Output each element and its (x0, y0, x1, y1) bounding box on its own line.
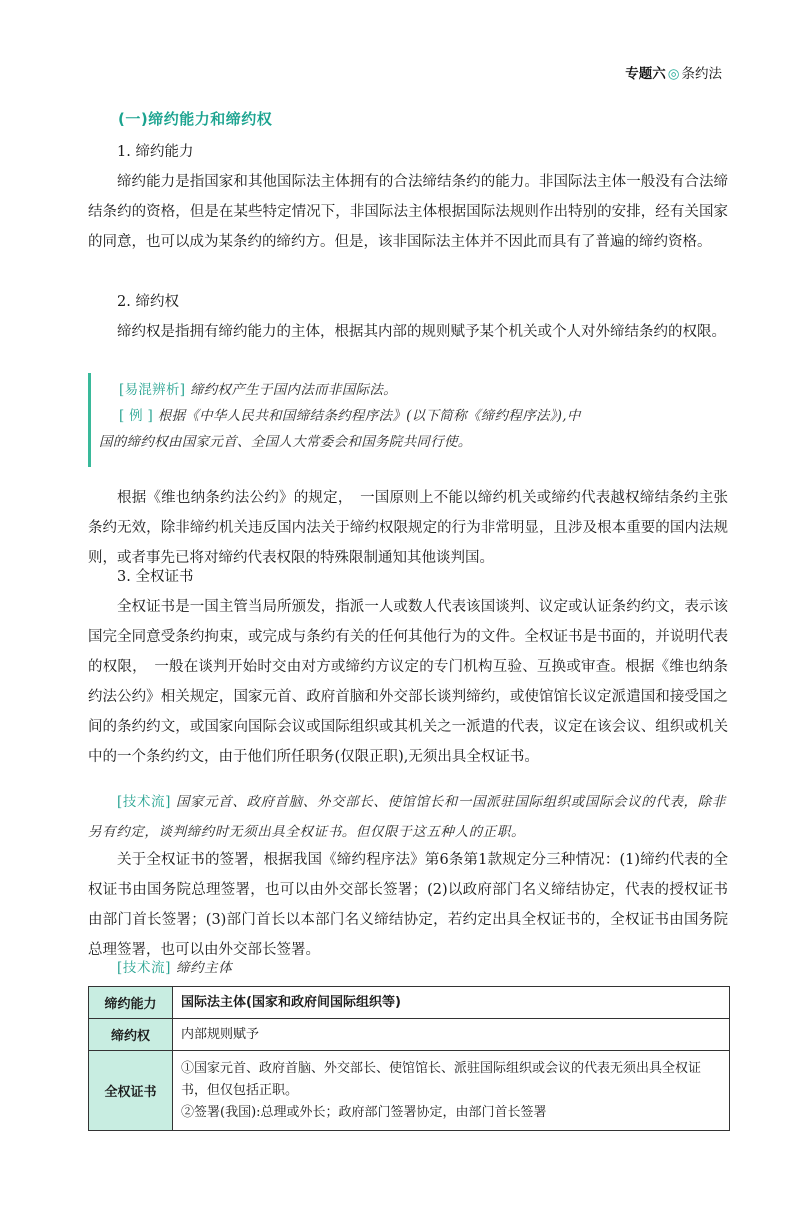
table-value: 内部规则赋予 (173, 1019, 730, 1051)
subheading-full-powers: 3. 全权证书 (117, 569, 194, 585)
table-row (89, 987, 730, 1019)
paragraph-full-powers: 全权证书是一国主管当局所颁发，指派一人或数人代表该国谈判、议定或认证条约约文，表示该国完全同意受条约拘束，或完成与条约有关的任何其他行为的文件。全权证书是书面的，并说明代表的权限， 一般在谈判开始时交由对方或缔约方议定的专门机构互验、互换或审查。根据《维也纳条约法公约》相关规定，国家元首、政府首脑和外交部长谈判缔约，或使馆馆长议定派遣国和接受国之间的条约约文，或国家向国际会议或国际组织或其机关之一派遣的代表，议定在该会议、组织或机关中的一个条约约文，由于他们所任职务(仅限正职),无须出具全权证书。 (88, 599, 728, 765)
callout-box (88, 373, 731, 467)
tech-tag-1: [技术流] (117, 794, 172, 810)
table-value: 国际法主体(国家和政府间国际组织等) (173, 987, 730, 1019)
tech-note-2 (88, 953, 728, 983)
header-law: 条约法 (681, 66, 722, 82)
tech-text-1: 国家元首、政府首脑、外交部长、使馆馆长和一国派驻国际组织或国际会议的代表，除非另有约定，谈判缔约时无须出具全权证书。但仅限于这五种人的正职。 (88, 794, 726, 840)
callout-tag-confusion: [易混辨析] (119, 382, 186, 398)
header-topic: 专题六 (625, 66, 666, 82)
running-header (625, 62, 722, 82)
callout-tag-example: [ 例 ] (119, 408, 154, 424)
table-row (89, 1019, 730, 1051)
tech-note-1 (88, 787, 728, 847)
paragraph-signing: 关于全权证书的签署，根据我国《缔约程序法》第6条第1款规定分三种情况：(1)缔约代表的全权证书由国务院总理签署，也可以由外交部长签署；(2)以政府部门名义缔结协定，代表的授权证书由部门首长签署；(3)部门首长以本部门名义缔结协定，若约定出具全权证书的，全权证书由国务院总理签署，也可以由外交部长签署。 (88, 852, 728, 958)
paragraph-power: 缔约权是指拥有缔约能力的主体，根据其内部的规则赋予某个机关或个人对外缔结条约的权限。 (117, 324, 726, 340)
section-title: (一)缔约能力和缔约权 (118, 110, 273, 128)
table-value (173, 1051, 730, 1131)
table-key: 缔约能力 (89, 987, 173, 1019)
table-row (89, 1051, 730, 1131)
callout-line-2 (119, 403, 581, 429)
header-circle-icon: ◎ (667, 66, 680, 82)
subheading-capacity: 1. 缔约能力 (117, 144, 194, 160)
tech-text-2: 缔约主体 (175, 960, 233, 976)
table-value-line-2: ②签署(我国):总理或外长；政府部门签署协定，由部门首长签署 (181, 1104, 547, 1120)
callout-line-1 (119, 377, 397, 403)
table-key: 全权证书 (89, 1051, 173, 1131)
callout-line-3: 国的缔约权由国家元首、全国人大常委会和国务院共同行使。 (99, 434, 472, 450)
paragraph-vienna: 根据《维也纳条约法公约》的规定， 一国原则上不能以缔约机关或缔约代表越权缔结条约主张条约无效，除非缔约机关违反国内法关于缔约权限规定的行为非常明显，且涉及根本重要的国内法规则，或者事先已将对缔约代表权限的特殊限制通知其他谈判国。 (88, 490, 728, 566)
callout-text-1: 缔约权产生于国内法而非国际法。 (189, 382, 397, 398)
subheading-power: 2. 缔约权 (117, 294, 179, 310)
tech-tag-2: [技术流] (117, 960, 172, 976)
summary-table (88, 986, 730, 1131)
table-key: 缔约权 (89, 1019, 173, 1051)
paragraph-capacity: 缔约能力是指国家和其他国际法主体拥有的合法缔结条约的能力。非国际法主体一般没有合法缔结条约的资格，但是在某些特定情况下，非国际法主体根据国际法规则作出特别的安排，经有关国家的同意，也可以成为某条约的缔约方。但是，该非国际法主体并不因此而具有了普遍的缔约资格。 (88, 174, 728, 250)
callout-text-2a: 根据《中华人民共和国缔结条约程序法》(以下简称《缔约程序法》),中 (157, 408, 581, 424)
table-value-line-1: ①国家元首、政府首脑、外交部长、使馆馆长、派驻国际组织或会议的代表无须出具全权证书，但仅包括正职。 (181, 1060, 702, 1098)
